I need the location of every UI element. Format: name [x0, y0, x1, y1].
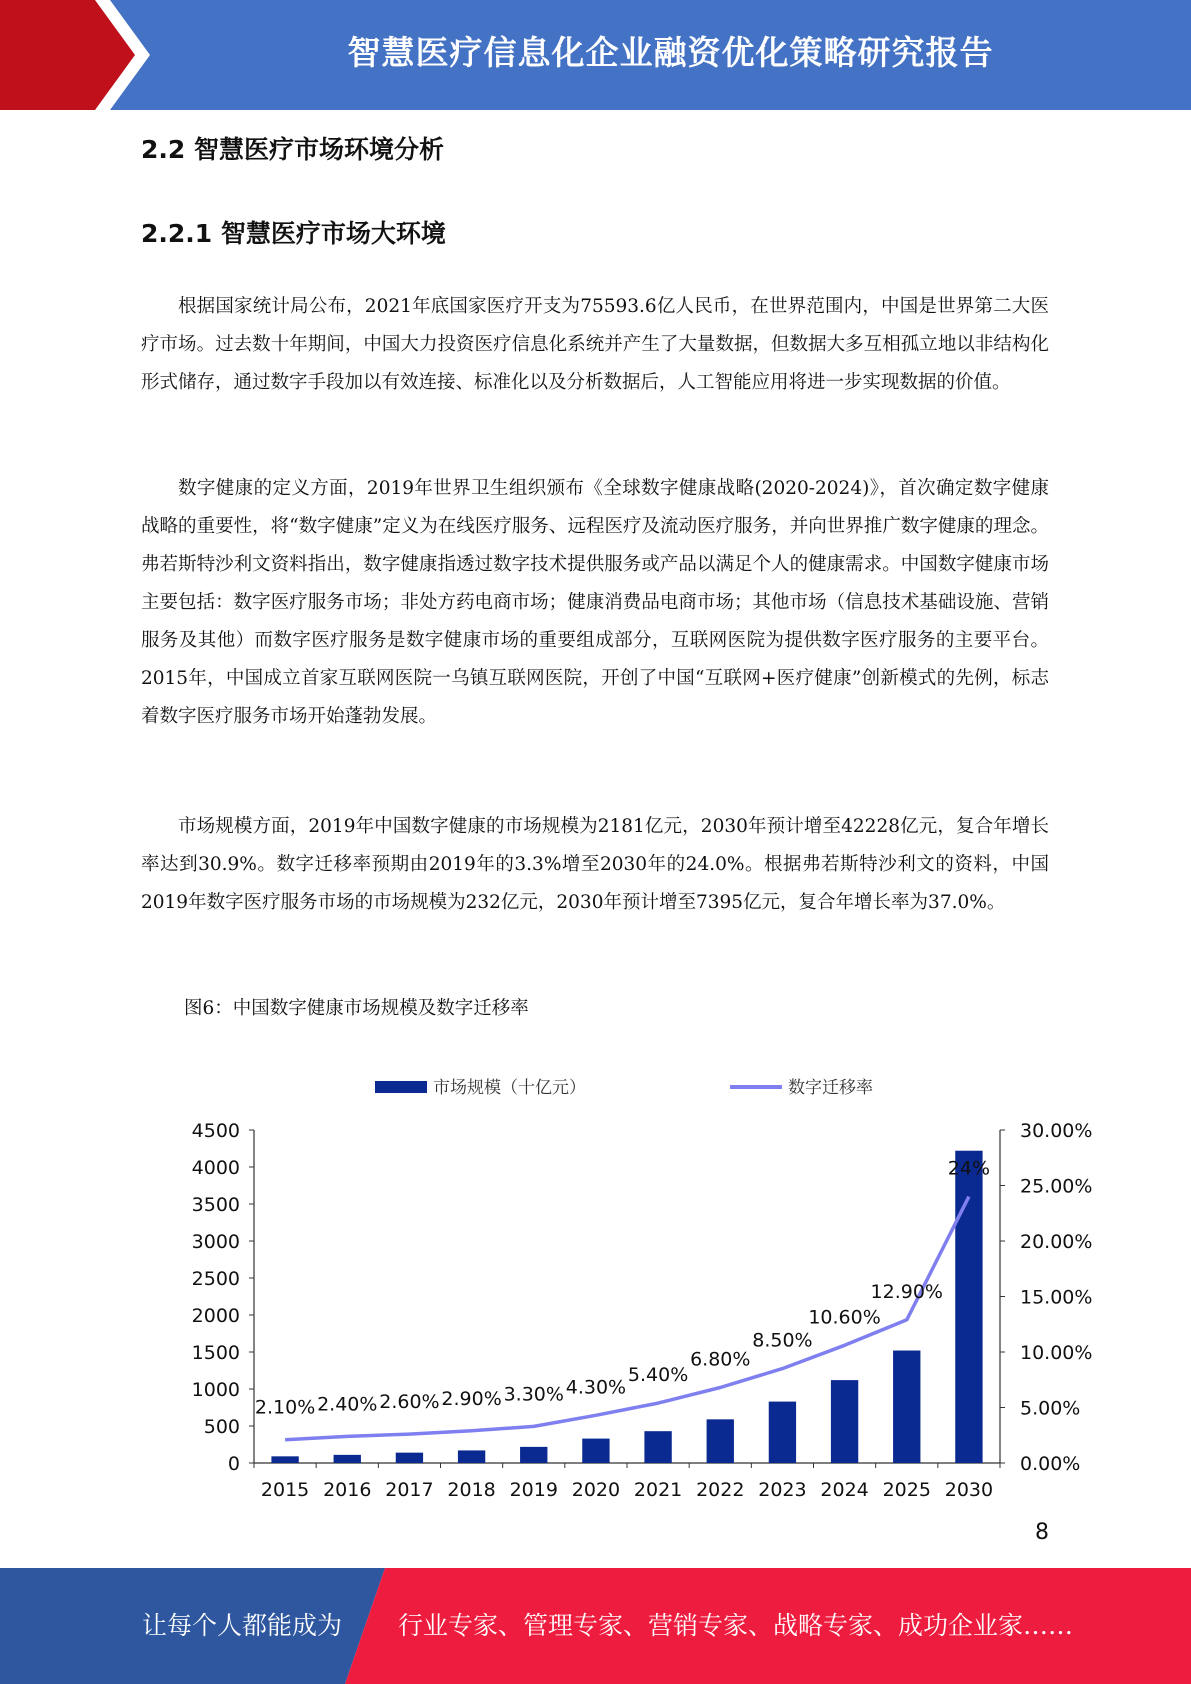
- figure-caption: 图6：中国数字健康市场规模及数字迁移率: [184, 998, 529, 1019]
- footer-roles: 行业专家、管理专家、营销专家、战略专家、成功企业家……: [398, 1611, 1074, 1640]
- header-banner: [0, 0, 1191, 110]
- legend-swatch-bars: [375, 1081, 427, 1093]
- right-axis-tick-label: 15.00%: [1020, 1286, 1093, 1309]
- bar-2025: [893, 1351, 920, 1463]
- right-axis-tick-label: 30.00%: [1020, 1120, 1093, 1142]
- market-size-chart: [170, 1060, 1100, 1520]
- x-axis-tick-label: 2020: [571, 1479, 621, 1501]
- x-axis-tick-label: 2017: [385, 1479, 434, 1501]
- right-axis-tick-label: 5.00%: [1020, 1397, 1081, 1420]
- data-label-2020: 4.30%: [565, 1376, 627, 1399]
- left-axis-tick-label: 0: [227, 1453, 240, 1475]
- paragraph-2: 数字健康的定义方面，2019年世界卫生组织颁布《全球数字健康战略(2020-2024)》，首次确定数字健康战略的重要性，将“数字健康”定义为在线医疗服务、远程医疗及流动医疗服务，并向世界推广数字健康的理念。弗若斯特沙利文资料指出，数字健康指透过数字技术提供服务或产品以满足个人的健康需求。中国数字健康市场主要包括：数字医疗服务市场；非处方药电商市场；健康消费品电商市场；其他市场（信息技术基础设施、营销服务及其他）而数字医疗服务是数字健康市场的重要组成部分，互联网医院为提供数字医疗服务的主要平台。2015年，中国成立首家互联网医院一乌镇互联网医院，开创了中国“互联网+医疗健康”创新模式的先例，标志着数字医疗服务市场开始蓬勃发展。: [141, 478, 1049, 727]
- paragraph-1: 根据国家统计局公布，2021年底国家医疗开支为75593.6亿人民币，在世界范围内，中国是世界第二大医疗市场。过去数十年期间，中国大力投资医疗信息化系统并产生了大量数据，但数据大多互相孤立地以非结构化形式储存，通过数字手段加以有效连接、标准化以及分析数据后，人工智能应用将进一步实现数据的价值。: [141, 296, 1049, 393]
- footer-banner: [0, 1568, 1191, 1684]
- data-label-2016: 2.40%: [317, 1393, 378, 1416]
- report-title: 智慧医疗信息化企业融资优化策略研究报告: [347, 33, 994, 72]
- data-label-2025: 12.90%: [870, 1280, 943, 1303]
- data-label-2030: 24%: [947, 1157, 991, 1180]
- x-axis-tick-label: 2015: [260, 1479, 310, 1501]
- data-label-2022: 6.80%: [690, 1348, 751, 1371]
- bar-2017: [396, 1453, 423, 1463]
- data-label-2021: 5.40%: [627, 1364, 689, 1387]
- data-label-2024: 10.60%: [808, 1306, 881, 1329]
- x-axis-tick-label: 2019: [509, 1479, 558, 1501]
- footer-slogan: 让每个人都能成为: [142, 1611, 343, 1640]
- left-axis-tick-label: 4000: [191, 1157, 240, 1179]
- data-label-2023: 8.50%: [752, 1329, 813, 1352]
- bar-2021: [644, 1431, 671, 1463]
- left-axis-tick-label: 2500: [191, 1268, 240, 1290]
- bar-2024: [831, 1380, 858, 1463]
- left-axis-tick-label: 2000: [191, 1305, 240, 1327]
- page-number: 8: [1035, 1520, 1049, 1545]
- bar-2019: [520, 1447, 547, 1463]
- data-label-2019: 3.30%: [503, 1383, 564, 1406]
- subsection-heading: 2.2.1 智慧医疗市场大环境: [141, 219, 446, 248]
- data-label-2015: 2.10%: [254, 1396, 316, 1419]
- section-heading: 2.2 智慧医疗市场环境分析: [141, 135, 444, 164]
- right-axis-tick-label: 10.00%: [1020, 1342, 1093, 1364]
- left-axis-tick-label: 1500: [191, 1342, 240, 1364]
- left-axis-tick-label: 3500: [191, 1194, 240, 1216]
- left-axis-tick-label: 4500: [191, 1120, 240, 1142]
- x-axis-tick-label: 2022: [696, 1479, 745, 1501]
- right-axis-tick-label: 0.00%: [1020, 1453, 1081, 1475]
- legend-label-line: 数字迁移率: [788, 1078, 873, 1098]
- bar-2022: [707, 1419, 734, 1463]
- x-axis-tick-label: 2023: [758, 1479, 807, 1501]
- x-axis-tick-label: 2016: [323, 1479, 372, 1501]
- right-axis-tick-label: 20.00%: [1020, 1231, 1093, 1253]
- right-axis-tick-label: 25.00%: [1020, 1175, 1093, 1198]
- left-axis-tick-label: 1000: [191, 1379, 240, 1401]
- left-axis-tick-label: 500: [203, 1416, 240, 1438]
- bar-2016: [334, 1455, 361, 1463]
- x-axis-tick-label: 2018: [447, 1479, 496, 1501]
- bar-2023: [769, 1402, 796, 1463]
- bar-2020: [582, 1439, 609, 1463]
- bar-2018: [458, 1450, 485, 1463]
- bar-2015: [271, 1456, 298, 1463]
- paragraph-3: 市场规模方面，2019年中国数字健康的市场规模为2181亿元，2030年预计增至42228亿元，复合年增长率达到30.9%。数字迁移率预期由2019年的3.3%增至2030年的24.0%。根据弗若斯特沙利文的资料，中国2019年数字医疗服务市场的市场规模为232亿元，2030年预计增至7395亿元，复合年增长率为37.0%。: [141, 816, 1049, 913]
- left-axis-tick-label: 3000: [191, 1231, 240, 1253]
- data-label-2017: 2.60%: [379, 1391, 440, 1414]
- x-axis-tick-label: 2025: [882, 1479, 931, 1501]
- x-axis-tick-label: 2021: [633, 1479, 683, 1501]
- data-label-2018: 2.90%: [441, 1387, 502, 1410]
- legend-label-bars: 市场规模（十亿元）: [433, 1078, 586, 1098]
- x-axis-tick-label: 2030: [944, 1479, 994, 1501]
- x-axis-tick-label: 2024: [820, 1479, 869, 1501]
